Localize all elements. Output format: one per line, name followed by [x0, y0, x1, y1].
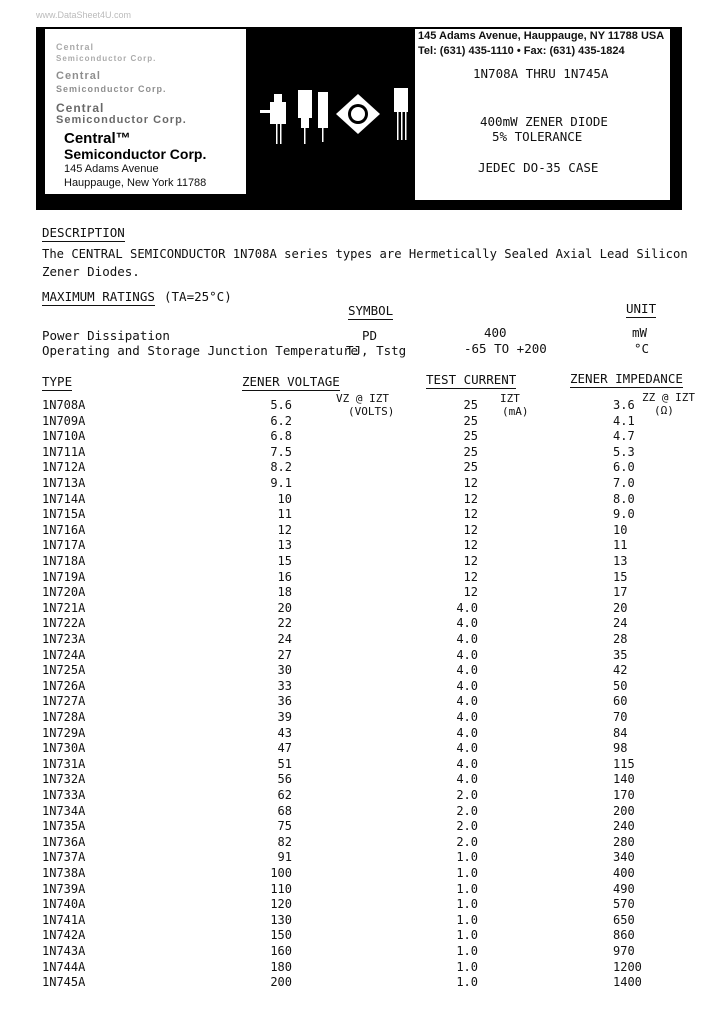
table-row	[0, 523, 720, 539]
current-cell: 25	[463, 429, 478, 444]
type-cell: 1N742A	[42, 928, 86, 943]
impedance-cell: 280	[613, 834, 635, 849]
unit-header: UNIT	[626, 301, 657, 316]
voltage-cell: 15	[277, 554, 292, 568]
type-cell: 1N714A	[42, 491, 86, 506]
type-cell: 1N715A	[42, 507, 86, 522]
current-cell: 12	[463, 491, 478, 506]
type-cell: 1N744A	[42, 959, 86, 974]
table-row	[0, 648, 720, 664]
stud-package-icon	[298, 90, 312, 144]
product-tolerance: 5% TOLERANCE	[492, 129, 583, 144]
type-cell: 1N737A	[42, 850, 86, 865]
type-cell: 1N720A	[42, 585, 86, 600]
type-cell: 1N743A	[42, 944, 86, 958]
voltage-cell: 10	[277, 491, 292, 506]
voltage-cell: 8.2	[270, 460, 292, 475]
type-cell: 1N735A	[42, 819, 86, 834]
type-cell: 1N736A	[42, 834, 86, 849]
rating-unit: mW	[632, 325, 648, 340]
package-case: JEDEC DO-35 CASE	[478, 160, 599, 175]
table-row	[0, 960, 720, 976]
impedance-cell: 20	[613, 600, 628, 615]
type-cell: 1N708A	[42, 398, 86, 412]
voltage-cell: 16	[277, 569, 292, 584]
current-cell: 4.0	[456, 725, 478, 740]
type-cell: 1N740A	[42, 897, 86, 912]
type-cell: 1N730A	[42, 741, 86, 756]
table-row	[0, 570, 720, 586]
table-row	[0, 710, 720, 726]
voltage-units-label: (VOLTS)	[348, 405, 395, 418]
table-row	[0, 679, 720, 695]
impedance-cell: 6.0	[613, 460, 635, 475]
table-row	[0, 772, 720, 788]
table-row	[0, 804, 720, 820]
table-row	[0, 663, 720, 679]
table-row	[0, 507, 720, 523]
impedance-cell: 7.0	[613, 476, 635, 490]
to-package-icon	[260, 94, 286, 144]
impedance-cell: 98	[613, 741, 628, 756]
rating-value: 400	[484, 325, 507, 340]
type-cell: 1N733A	[42, 788, 86, 802]
impedance-cell: 1200	[613, 959, 642, 974]
rating-unit: °C	[634, 341, 650, 356]
current-cell: 1.0	[456, 959, 478, 974]
current-units: IZT	[500, 392, 520, 405]
type-cell: 1N738A	[42, 866, 86, 880]
current-cell: 12	[463, 538, 478, 553]
current-cell: 4.0	[456, 741, 478, 756]
contact-phone: Tel: (631) 435-1110 • Fax: (631) 435-1824	[418, 45, 625, 57]
voltage-cell: 130	[270, 912, 292, 927]
ratings-condition: (TA=25°C)	[164, 289, 232, 304]
impedance-cell: 28	[613, 632, 628, 646]
voltage-units: VZ @ IZT	[336, 392, 389, 405]
impedance-cell: 11	[613, 538, 628, 553]
impedance-cell: 9.0	[613, 507, 635, 522]
type-cell: 1N722A	[42, 616, 86, 631]
voltage-cell: 150	[270, 928, 292, 943]
current-cell: 4.0	[456, 616, 478, 631]
voltage-cell: 120	[270, 897, 292, 912]
voltage-cell: 47	[277, 741, 292, 756]
current-cell: 12	[463, 585, 478, 600]
logo-ghost-text: Central	[56, 42, 95, 52]
voltage-cell: 160	[270, 944, 292, 958]
current-cell: 12	[463, 476, 478, 490]
current-units-label: (mA)	[502, 405, 529, 418]
current-cell: 4.0	[456, 772, 478, 787]
voltage-cell: 11	[277, 507, 292, 522]
type-cell: 1N711A	[42, 444, 86, 459]
voltage-cell: 22	[277, 616, 292, 631]
contact-address: 145 Adams Avenue, Hauppauge, NY 11788 USA	[418, 30, 665, 42]
current-cell: 1.0	[456, 975, 478, 990]
current-cell: 1.0	[456, 866, 478, 880]
current-cell: 2.0	[456, 803, 478, 818]
description-text: The CENTRAL SEMICONDUCTOR 1N708A series types are Hermetically Sealed Axial Lead Silicon	[42, 247, 688, 261]
type-cell: 1N712A	[42, 460, 86, 475]
logo-ghost-text: Central	[56, 101, 105, 115]
voltage-cell: 33	[277, 678, 292, 693]
impedance-cell: 42	[613, 663, 628, 678]
to220-package-icon	[394, 88, 408, 140]
impedance-cell: 15	[613, 569, 628, 584]
current-cell: 25	[463, 460, 478, 475]
table-row	[0, 850, 720, 866]
impedance-cell: 115	[613, 756, 635, 771]
impedance-cell: 50	[613, 678, 628, 693]
type-cell: 1N723A	[42, 632, 86, 646]
type-cell: 1N728A	[42, 710, 86, 724]
rating-symbol: TJ, Tstg	[346, 343, 407, 358]
voltage-cell: 18	[277, 585, 292, 600]
table-row	[0, 975, 720, 991]
current-cell: 25	[463, 398, 478, 412]
col-header-type: TYPE	[42, 374, 73, 389]
symbol-header: SYMBOL	[348, 303, 394, 318]
watermark: www.DataSheet4U.com	[36, 10, 132, 20]
type-cell: 1N721A	[42, 600, 86, 615]
type-cell: 1N732A	[42, 772, 86, 787]
table-row	[0, 398, 720, 414]
impedance-cell: 860	[613, 928, 635, 943]
type-cell: 1N719A	[42, 569, 86, 584]
product-title: 400mW ZENER DIODE	[480, 114, 608, 129]
current-cell: 4.0	[456, 600, 478, 615]
col-header-current: TEST CURRENT	[426, 372, 517, 387]
logo-ghost-text: Semiconductor Corp.	[56, 54, 157, 63]
type-cell: 1N731A	[42, 756, 86, 771]
current-cell: 12	[463, 507, 478, 522]
type-cell: 1N745A	[42, 975, 86, 990]
current-cell: 2.0	[456, 834, 478, 849]
impedance-cell: 17	[613, 585, 628, 600]
table-row	[0, 616, 720, 632]
current-cell: 4.0	[456, 756, 478, 771]
current-cell: 2.0	[456, 788, 478, 802]
table-row	[0, 835, 720, 851]
impedance-cell: 5.3	[613, 444, 635, 459]
table-row	[0, 944, 720, 960]
description-text-2: Zener Diodes.	[42, 264, 140, 279]
table-row	[0, 585, 720, 601]
current-cell: 1.0	[456, 881, 478, 896]
current-cell: 25	[463, 413, 478, 428]
impedance-cell: 240	[613, 819, 635, 834]
company-name-line2: Semiconductor Corp.	[64, 146, 207, 162]
voltage-cell: 6.8	[270, 429, 292, 444]
type-cell: 1N725A	[42, 663, 86, 678]
impedance-cell: 84	[613, 725, 628, 740]
current-cell: 1.0	[456, 897, 478, 912]
type-cell: 1N709A	[42, 413, 86, 428]
table-row	[0, 492, 720, 508]
current-cell: 12	[463, 569, 478, 584]
impedance-cell: 3.6	[613, 398, 635, 412]
table-row	[0, 897, 720, 913]
current-cell: 12	[463, 554, 478, 568]
rating-param: Operating and Storage Junction Temperature	[42, 343, 359, 358]
company-name: Central™	[64, 130, 131, 147]
impedance-cell: 400	[613, 866, 635, 880]
voltage-cell: 13	[277, 538, 292, 553]
rating-symbol: PD	[362, 328, 378, 343]
impedance-cell: 60	[613, 694, 628, 709]
current-cell: 1.0	[456, 850, 478, 865]
package-illustrations	[258, 80, 416, 150]
current-cell: 4.0	[456, 632, 478, 646]
voltage-cell: 51	[277, 756, 292, 771]
current-cell: 25	[463, 444, 478, 459]
type-cell: 1N727A	[42, 694, 86, 709]
current-cell: 4.0	[456, 710, 478, 724]
voltage-cell: 24	[277, 632, 292, 646]
voltage-cell: 75	[277, 819, 292, 834]
type-cell: 1N734A	[42, 803, 86, 818]
voltage-cell: 62	[277, 788, 292, 802]
to3-package-icon	[336, 94, 380, 134]
impedance-cell: 24	[613, 616, 628, 631]
voltage-cell: 91	[277, 850, 292, 865]
impedance-cell: 10	[613, 522, 628, 537]
current-cell: 2.0	[456, 819, 478, 834]
col-header-voltage: ZENER VOLTAGE	[242, 374, 340, 389]
part-number-range: 1N708A THRU 1N745A	[473, 66, 609, 81]
voltage-cell: 30	[277, 663, 292, 678]
power-package-icon	[318, 92, 328, 142]
table-row	[0, 601, 720, 617]
type-cell: 1N726A	[42, 678, 86, 693]
table-row	[0, 866, 720, 882]
impedance-cell: 200	[613, 803, 635, 818]
current-cell: 4.0	[456, 694, 478, 709]
table-row	[0, 819, 720, 835]
type-cell: 1N739A	[42, 881, 86, 896]
table-row	[0, 882, 720, 898]
type-cell: 1N724A	[42, 647, 86, 662]
impedance-cell: 170	[613, 788, 635, 802]
logo-ghost-text: Central	[56, 70, 101, 82]
table-row	[0, 694, 720, 710]
current-cell: 12	[463, 522, 478, 537]
voltage-cell: 56	[277, 772, 292, 787]
impedance-cell: 570	[613, 897, 635, 912]
voltage-cell: 9.1	[270, 476, 292, 490]
logo-ghost-text: Semiconductor Corp.	[56, 114, 187, 126]
voltage-cell: 12	[277, 522, 292, 537]
table-row	[0, 538, 720, 554]
voltage-cell: 110	[270, 881, 292, 896]
table-row	[0, 476, 720, 492]
current-cell: 4.0	[456, 663, 478, 678]
table-row	[0, 913, 720, 929]
impedance-units: ZZ @ IZT	[642, 391, 695, 404]
impedance-cell: 13	[613, 554, 628, 568]
col-header-impedance: ZENER IMPEDANCE	[570, 371, 683, 386]
type-cell: 1N729A	[42, 725, 86, 740]
voltage-cell: 82	[277, 834, 292, 849]
voltage-cell: 5.6	[270, 398, 292, 412]
type-cell: 1N710A	[42, 429, 86, 444]
table-row	[0, 726, 720, 742]
table-row	[0, 554, 720, 570]
impedance-cell: 4.1	[613, 413, 635, 428]
voltage-cell: 39	[277, 710, 292, 724]
impedance-cell: 650	[613, 912, 635, 927]
max-ratings-heading: MAXIMUM RATINGS	[42, 289, 155, 304]
current-cell: 1.0	[456, 912, 478, 927]
impedance-cell: 340	[613, 850, 635, 865]
table-row	[0, 429, 720, 445]
voltage-cell: 68	[277, 803, 292, 818]
impedance-cell: 970	[613, 944, 635, 958]
voltage-cell: 27	[277, 647, 292, 662]
type-cell: 1N717A	[42, 538, 86, 553]
type-cell: 1N713A	[42, 476, 86, 490]
impedance-cell: 490	[613, 881, 635, 896]
impedance-cell: 140	[613, 772, 635, 787]
table-row	[0, 757, 720, 773]
table-row	[0, 460, 720, 476]
company-city: Hauppauge, New York 11788	[64, 177, 207, 189]
table-row	[0, 445, 720, 461]
table-row	[0, 788, 720, 804]
voltage-cell: 6.2	[270, 413, 292, 428]
voltage-cell: 20	[277, 600, 292, 615]
voltage-cell: 7.5	[270, 444, 292, 459]
type-cell: 1N716A	[42, 522, 86, 537]
impedance-cell: 4.7	[613, 429, 635, 444]
logo-ghost-text: Semiconductor Corp.	[56, 84, 167, 94]
company-address: 145 Adams Avenue	[64, 163, 159, 175]
voltage-cell: 180	[270, 959, 292, 974]
rating-param: Power Dissipation	[42, 328, 170, 343]
current-cell: 1.0	[456, 944, 478, 958]
impedance-cell: 70	[613, 710, 628, 724]
table-row	[0, 632, 720, 648]
rating-value: -65 TO +200	[464, 341, 547, 356]
type-cell: 1N718A	[42, 554, 86, 568]
current-cell: 1.0	[456, 928, 478, 943]
impedance-cell: 1400	[613, 975, 642, 990]
impedance-cell: 35	[613, 647, 628, 662]
impedance-cell: 8.0	[613, 491, 635, 506]
voltage-cell: 100	[270, 866, 292, 880]
table-row	[0, 741, 720, 757]
impedance-units-label: (Ω)	[654, 404, 674, 417]
voltage-cell: 200	[270, 975, 292, 990]
voltage-cell: 43	[277, 725, 292, 740]
voltage-cell: 36	[277, 694, 292, 709]
current-cell: 4.0	[456, 647, 478, 662]
current-cell: 4.0	[456, 678, 478, 693]
type-cell: 1N741A	[42, 912, 86, 927]
table-row	[0, 414, 720, 430]
description-heading: DESCRIPTION	[42, 225, 125, 240]
table-row	[0, 928, 720, 944]
